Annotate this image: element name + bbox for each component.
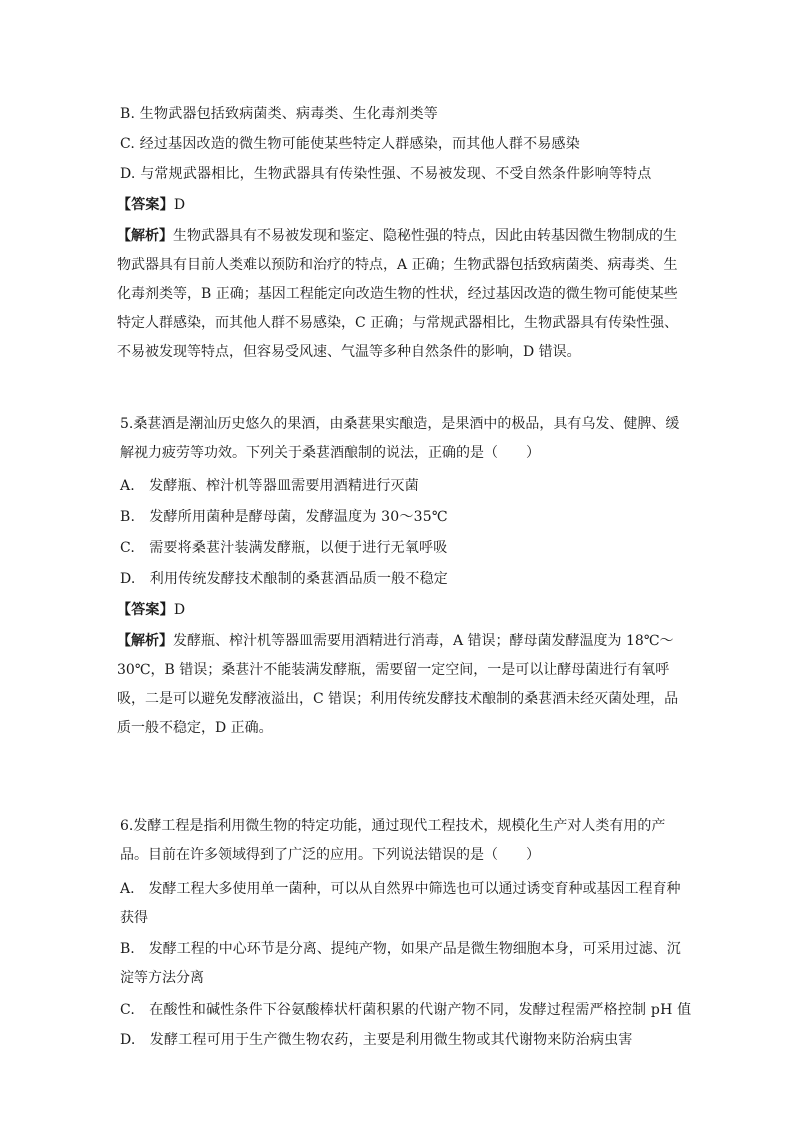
q6-option-c: C. 在酸性和碱性条件下谷氨酸棒状杆菌积累的代谢产物不同，发酵过程需严格控制 pH 值 xyxy=(120,1002,692,1018)
q5-analysis-label: 【解析】 xyxy=(117,633,173,649)
q4-answer-label: 【答案】 xyxy=(117,197,174,213)
q5-analysis xyxy=(117,627,683,743)
q4-option-c: C. 经过基因改造的微生物可能使某些特定人群感染，而其他人群不易感染 xyxy=(120,136,580,152)
q5-answer-label: 【答案】 xyxy=(117,602,174,618)
q5-option-d: D. 利用传统发酵技术酿制的桑葚酒品质一般不稳定 xyxy=(120,571,448,587)
q6-stem: 6.发酵工程是指利用微生物的特定功能，通过现代工程技术，规模化生产对人类有用的产品。目前在许多领域得到了广泛的应用。下列说法错误的是（ ） xyxy=(120,818,666,863)
q4-option-d: D. 与常规武器相比，生物武器具有传染性强、不易被发现、不受自然条件影响等特点 xyxy=(120,166,652,182)
q5-option-b: B. 发酵所用菌种是酵母菌，发酵温度为 30～35℃ xyxy=(120,509,448,525)
q6-option-b: B. 发酵工程的中心环节是分离、提纯产物，如果产品是微生物细胞本身，可采用过滤、沉淀等方法分离 xyxy=(120,941,681,986)
q4-option-b: B. 生物武器包括致病菌类、病毒类、生化毒剂类等 xyxy=(120,106,438,122)
q5-option-a: A. 发酵瓶、榨汁机等器皿需要用酒精进行灭菌 xyxy=(120,478,419,494)
q4-analysis-text: 生物武器具有不易被发现和鉴定、隐秘性强的特点，因此由转基因微生物制成的生物武器具有目前人类难以预防和治疗的特点，A 正确；生物武器包括致病菌类、病毒类、生化毒剂类等，B 正确；基因工程能定向改造生物的性状，经过基因改造的微生物可能使某些特定人群感染，而其他人群不易感染，C 正确；与常规武器相比，生物武器具有传染性强、不易被发现等特点，但容易受风速、气温等多种自然条件的影响，D 错误。 xyxy=(117,228,679,360)
q5-stem: 5.桑葚酒是潮汕历史悠久的果酒，由桑葚果实酿造，是果酒中的极品，具有乌发、健脾、缓解视力疲劳等功效。下列关于桑葚酒酿制的说法，正确的是（ ） xyxy=(120,416,680,461)
q4-answer-value: D xyxy=(173,197,186,213)
q4-answer xyxy=(117,195,677,215)
q5-option-c: C. 需要将桑葚汁装满发酵瓶，以便于进行无氧呼吸 xyxy=(120,540,448,556)
q5-analysis-text: 发酵瓶、榨汁机等器皿需要用酒精进行消毒，A 错误；酵母菌发酵温度为 18℃～30℃，B 错误；桑葚汁不能装满发酵瓶，需要留一定空间，一是可以让酵母菌进行有氧呼吸，二是可以避免发酵液溢出，C 错误；利用传统发酵技术酿制的桑葚酒未经灭菌处理，品质一般不稳定，D 正确。 xyxy=(117,633,679,736)
q4-analysis xyxy=(117,222,683,367)
q4-analysis-label: 【解析】 xyxy=(117,228,173,244)
q6-option-a: A. 发酵工程大多使用单一菌种，可以从自然界中筛选也可以通过诱变育种或基因工程育种获得 xyxy=(120,881,681,926)
q6-option-d: D. 发酵工程可用于生产微生物农药，主要是利用微生物或其代谢物来防治病虫害 xyxy=(120,1032,633,1048)
q5-answer xyxy=(117,600,677,620)
q5-answer-value: D xyxy=(173,602,186,618)
